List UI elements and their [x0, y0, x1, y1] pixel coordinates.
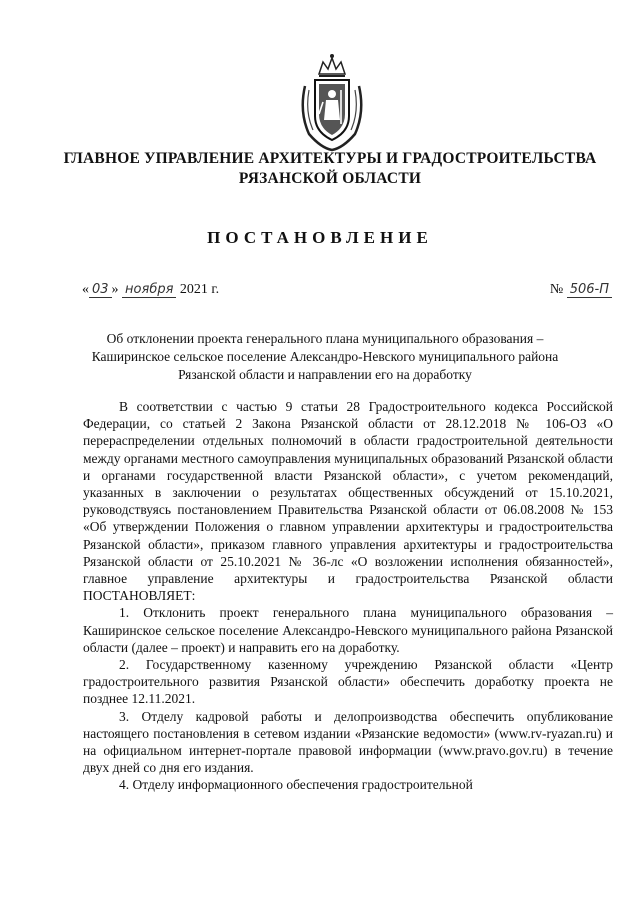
- number-prefix: №: [549, 282, 564, 297]
- date-quote-open: «: [82, 282, 89, 297]
- date-month: ноября: [122, 282, 176, 298]
- clause-2: 2. Государственному казенному учреждению Рязанской области «Центр градостроительного развития Рязанской области» обеспечить доработку проекта не позднее 12.11.2021.: [83, 657, 613, 707]
- document-subject: Об отклонении проекта генерального плана муниципального образования – Каширинское сельское поселение Александро-Невского муниципального района Рязанской области и направлении его на доработку: [91, 331, 559, 382]
- date-year: 2021 г.: [179, 282, 220, 297]
- organization-name: ГЛАВНОЕ УПРАВЛЕНИЕ АРХИТЕКТУРЫ И ГРАДОСТРОИТЕЛЬСТВА: [63, 150, 597, 167]
- clause-1: 1. Отклонить проект генерального плана муниципального образования – Каширинское сельское поселение Александро-Невского муниципального района Рязанской области (далее – проект) и направить его на доработку.: [83, 605, 613, 655]
- date-day: 03: [89, 282, 112, 298]
- organization-region: РЯЗАНСКОЙ ОБЛАСТИ: [238, 170, 422, 187]
- clause-4: 4. Отделу информационного обеспечения градостроительной: [119, 777, 473, 793]
- document-type: ПОСТАНОВЛЕНИЕ: [207, 228, 433, 247]
- document-date: [82, 282, 219, 298]
- coat-of-arms-icon: [297, 52, 367, 152]
- document-number: [550, 282, 612, 298]
- number-value: 506-П: [567, 282, 612, 298]
- clause-3: 3. Отделу кадровой работы и делопроизводства обеспечить опубликование настоящего постановления в сетевом издании «Рязанские ведомости» (www.rv-ryazan.ru) и на официальном интернет-портале правовой информации (www.pravo.gov.ru) в течение двух дней со дня его издания.: [83, 708, 613, 776]
- document-body: [83, 398, 613, 794]
- date-quote-close: »: [111, 282, 119, 297]
- preamble-paragraph: В соответствии с частью 9 статьи 28 Градостроительного кодекса Российской Федерации, со статьей 2 Закона Рязанской области от 28.12.2018 № 106-ОЗ «О перераспределении отдельных полномочий в области градостроительной деятельности между органами местного самоуправления муниципальных образований Рязанской области и органами государственной власти Рязанской области», с учетом рекомендаций, указанных в заключении о результатах общественных обсуждений от 15.10.2021, руководствуясь постановлением Правительства Рязанской области от 06.08.2008 № 153 «Об утверждении Положения о главном управлении архитектуры и градостроительства Рязанской области», приказом главного управления архитектуры и градостроительства Рязанской области от 25.10.2021 № 36-лс «О возложении исполнения обязанностей», главное управление архитектуры и градостроительства Рязанской области ПОСТАНОВЛЯЕТ:: [83, 399, 613, 604]
